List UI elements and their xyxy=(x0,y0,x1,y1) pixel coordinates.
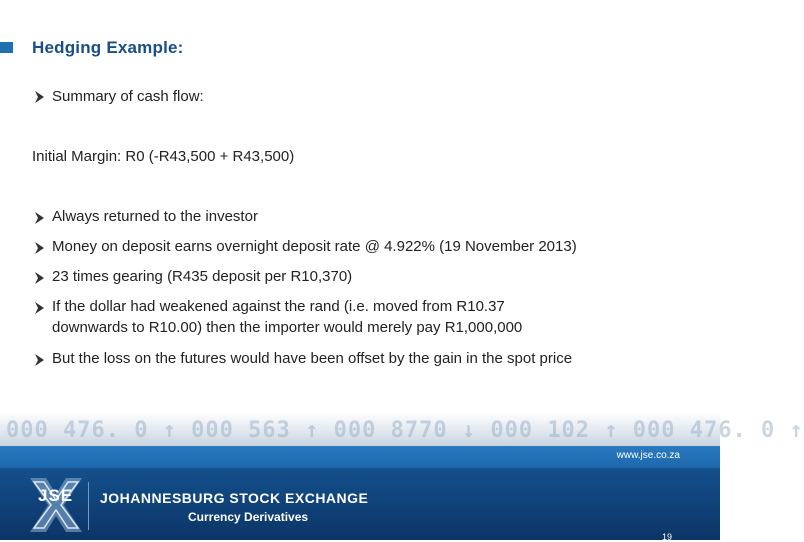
bullet-item: Always returned to the investor xyxy=(52,208,258,225)
jse-logo-letters: JSE xyxy=(38,486,74,505)
chevron-bullet-icon xyxy=(34,271,46,285)
bullet-item: 23 times gearing (R435 deposit per R10,370) xyxy=(52,268,353,285)
company-name: JOHANNESBURG STOCK EXCHANGE xyxy=(100,490,369,506)
ticker-text: 000 476. 0 ↑ 000 563 ↑ 000 8770 ↓ 000 102 ↑ 000 476. 0 ↑ xyxy=(6,418,804,443)
logo-divider xyxy=(88,482,89,530)
summary-label: Summary of cash flow: xyxy=(52,88,204,105)
title-marker xyxy=(0,42,13,53)
chevron-bullet-icon xyxy=(34,211,46,225)
chevron-bullet-icon xyxy=(34,90,46,104)
stock-ticker-banner xyxy=(0,412,804,446)
bullet-item: If the dollar had weakened against the rand (i.e. moved from R10.37 xyxy=(52,298,505,315)
bullet-item: Money on deposit earns overnight deposit rate @ 4.922% (19 November 2013) xyxy=(52,238,577,255)
page-number: 19 xyxy=(661,532,672,542)
website-url: www.jse.co.za xyxy=(616,450,680,461)
footer xyxy=(0,446,720,540)
slide-title: Hedging Example: xyxy=(32,38,184,57)
chevron-bullet-icon xyxy=(34,301,46,315)
logo-bar xyxy=(0,468,720,540)
initial-margin-text: Initial Margin: R0 (-R43,500 + R43,500) xyxy=(32,148,295,165)
chevron-bullet-icon xyxy=(34,241,46,255)
chevron-bullet-icon xyxy=(34,353,46,367)
bullet-item-continuation: downwards to R10.00) then the importer would merely pay R1,000,000 xyxy=(52,319,523,336)
division-name: Currency Derivatives xyxy=(188,510,309,524)
bullet-item: But the loss on the futures would have been offset by the gain in the spot price xyxy=(52,350,573,367)
footer-band xyxy=(0,446,720,468)
